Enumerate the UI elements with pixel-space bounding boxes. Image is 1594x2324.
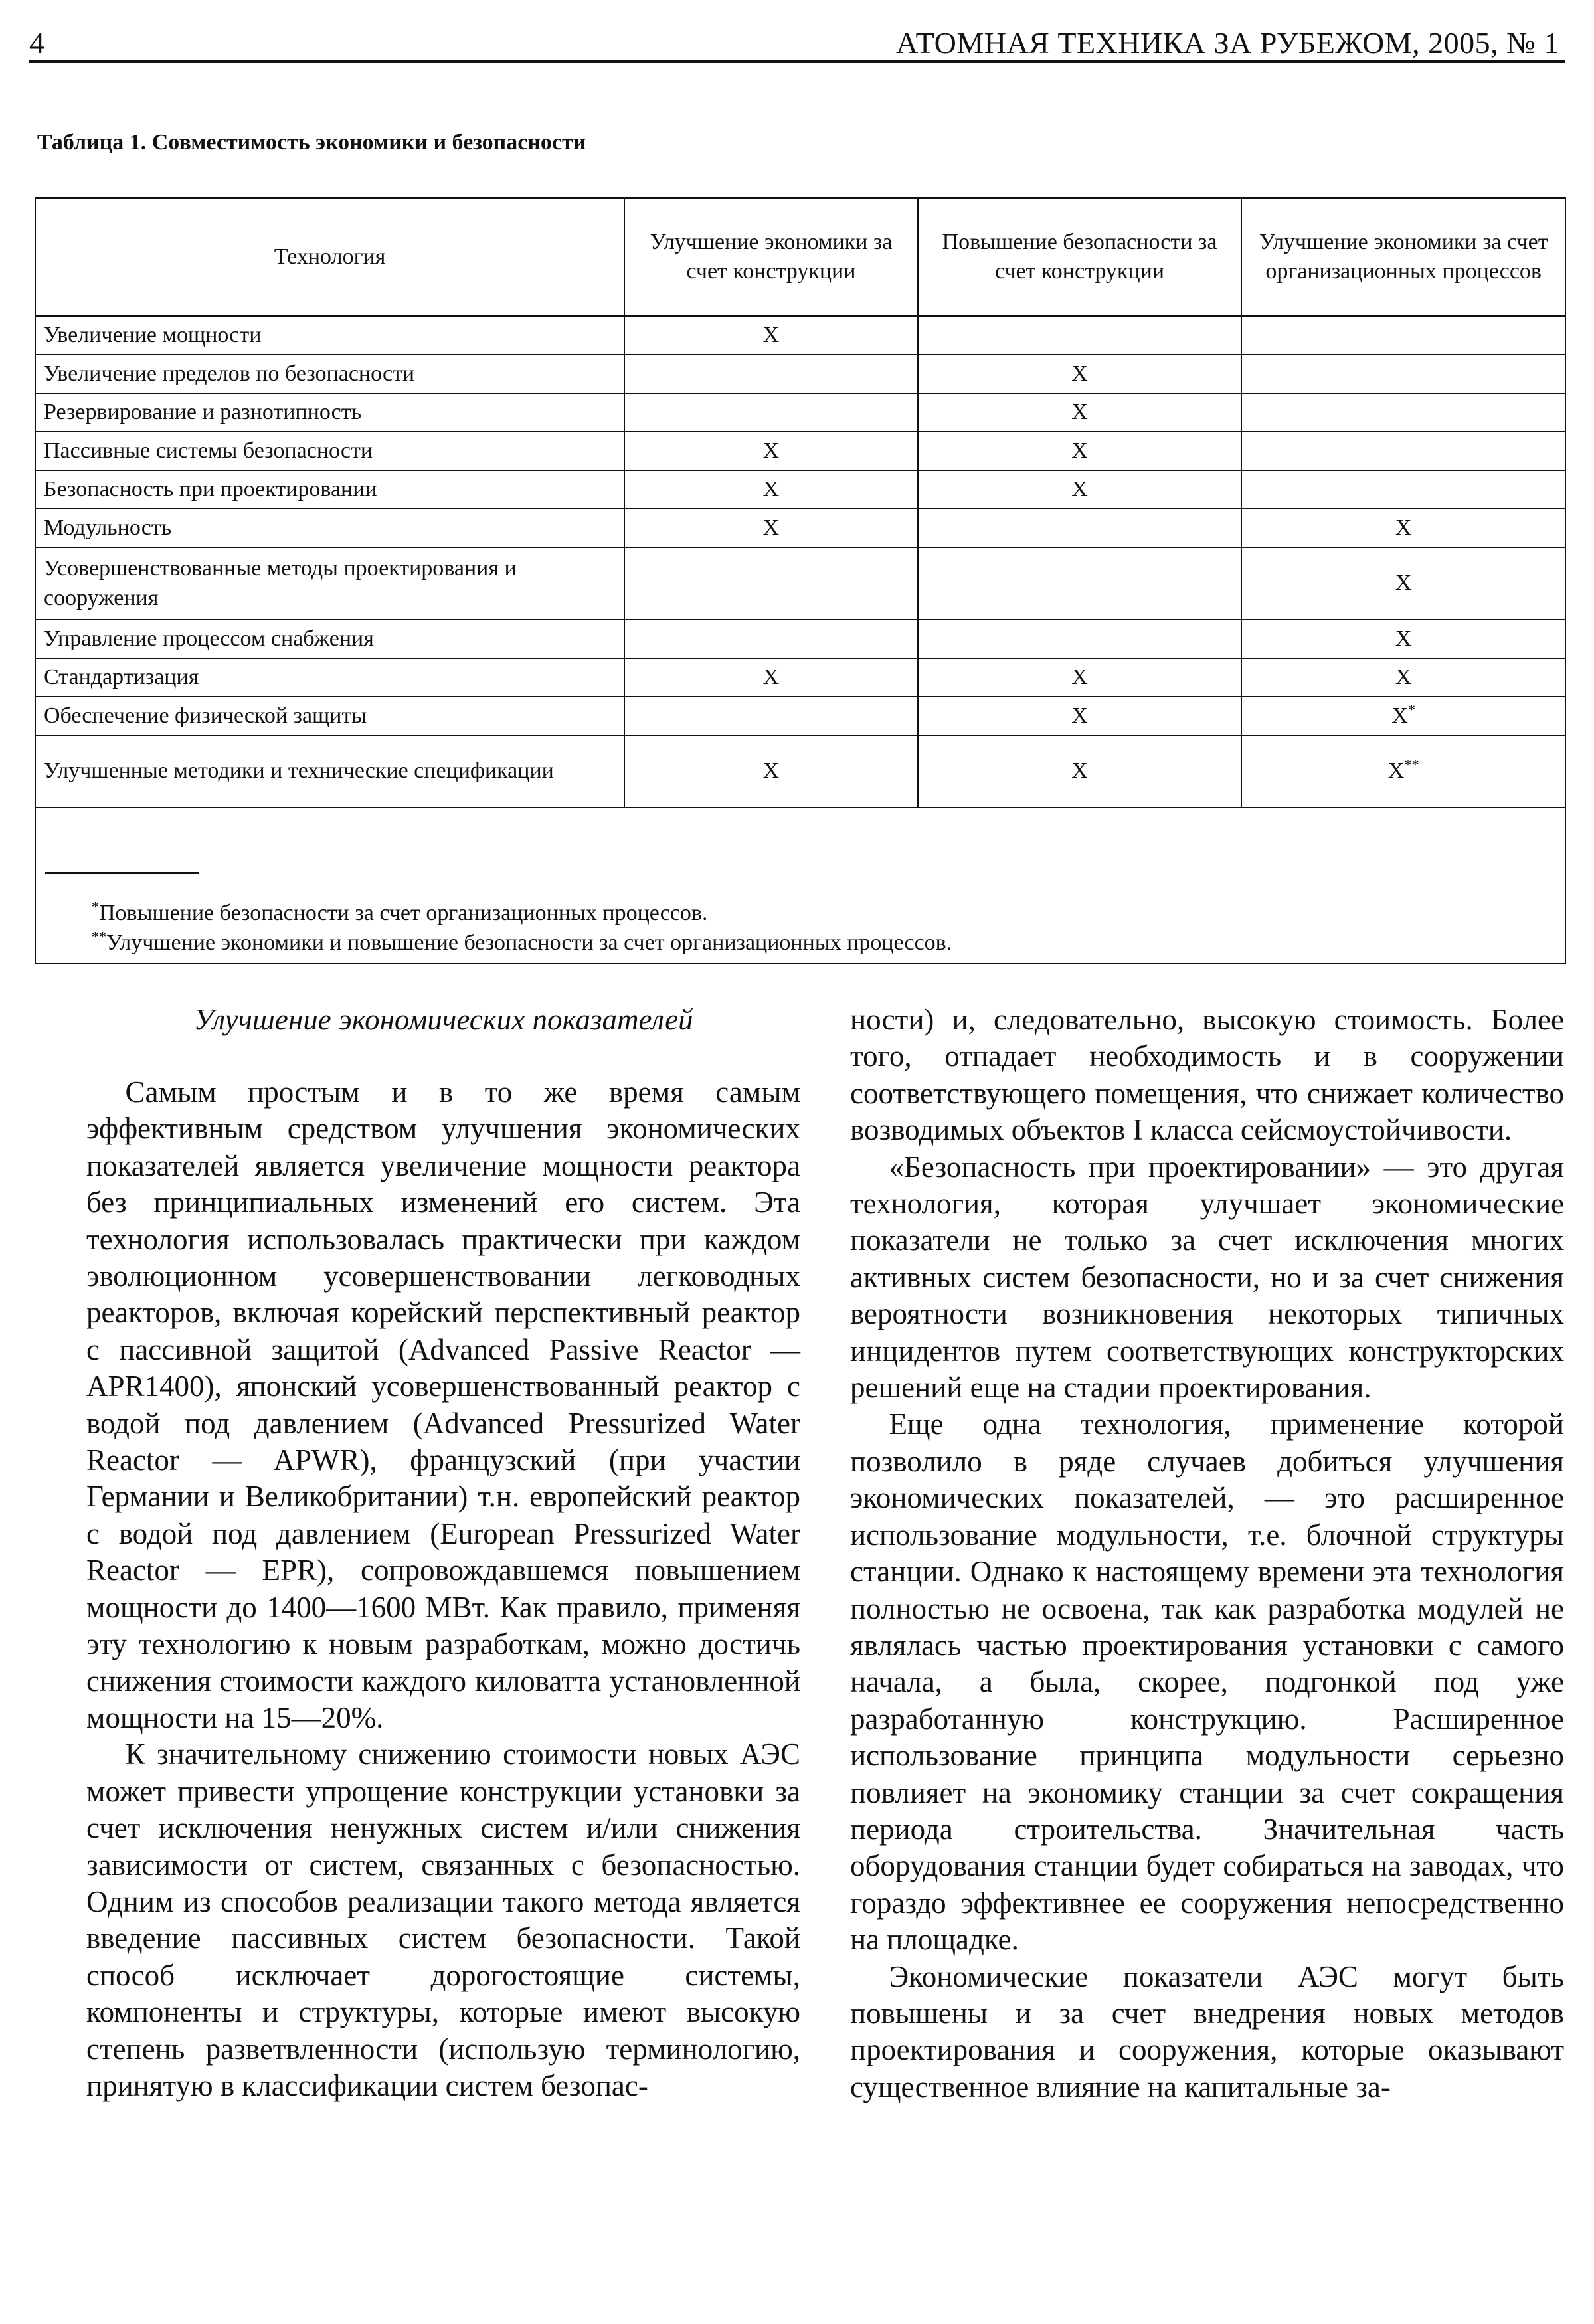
cell-mark <box>1241 470 1565 509</box>
row-label: Усовершенствованные методы проектирования и сооружения <box>35 547 624 620</box>
cell-mark: X <box>918 355 1242 393</box>
cell-mark: X <box>918 393 1242 432</box>
table-caption: Таблица 1. Совместимость экономики и безопасности <box>37 130 586 155</box>
table-row <box>35 393 1565 432</box>
row-label: Управление процессом снабжения <box>35 620 624 658</box>
cell-mark: X <box>624 509 918 547</box>
footnote-text: Повышение безопасности за счет организационных процессов. <box>99 901 708 925</box>
cell-mark: X <box>624 316 918 355</box>
paragraph: К значительному снижению стоимости новых АЭС может привести упрощение конструкции установки за счет исключения ненужных систем и/или снижения зависимости от систем, связанных с безопасностью. Одним из способов реализации такого метода является введение пассивных систем безопасности. Такой способ исключает дорогостоящие системы, компоненты и структуры, которые имеют высокую степень разветвленности (использую терминологию, принятую в классификации систем безопас- <box>86 1738 800 2102</box>
paragraph: «Безопасность при проектировании» — это другая технология, которая улучшает экономические показатели не только за счет исключения многих активных систем безопасности, но и за счет снижения вероятности возникновения некоторых типичных инцидентов путем соответствующих конструкторских решений еще на стадии проектирования. <box>850 1150 1564 1405</box>
footnote-1 <box>92 899 707 928</box>
cell-mark <box>1241 355 1565 393</box>
table-footnote-row <box>35 808 1565 964</box>
cell-mark-with-footnote <box>1241 735 1565 808</box>
table-row <box>35 509 1565 547</box>
cell-mark: X <box>1241 509 1565 547</box>
footnote-marker: * <box>92 898 99 915</box>
table-row <box>35 547 1565 620</box>
row-label: Увеличение мощности <box>35 316 624 355</box>
compatibility-table <box>35 197 1566 964</box>
table-row <box>35 432 1565 470</box>
table-row <box>35 470 1565 509</box>
cell-mark: X <box>624 432 918 470</box>
cell-mark: X <box>1241 620 1565 658</box>
cell-mark <box>918 509 1242 547</box>
cell-mark: X <box>1387 759 1405 784</box>
row-label: Обеспечение физической защиты <box>35 697 624 735</box>
footnote-marker: * <box>1407 701 1415 718</box>
table-row <box>35 735 1565 808</box>
column-header-economy-design: Улучшение экономики за счет конструкции <box>624 198 918 316</box>
footnote-marker: ** <box>92 928 106 945</box>
table-row <box>35 658 1565 697</box>
cell-mark <box>1241 432 1565 470</box>
cell-mark <box>1241 316 1565 355</box>
article-left-column <box>86 1002 800 2104</box>
footnote-2 <box>92 929 952 958</box>
cell-mark: X <box>624 735 918 808</box>
cell-mark <box>624 393 918 432</box>
table-row <box>35 316 1565 355</box>
row-label: Улучшенные методики и технические спецификации <box>35 735 624 808</box>
cell-mark: X <box>918 658 1242 697</box>
cell-mark <box>918 316 1242 355</box>
paragraph: Еще одна технология, применение которой позволило в ряде случаев добиться улучшения экономических показателей, — это расширенное использование модульности, т.е. блочной структуры станции. Однако к настоящему времени эта технология полностью не освоена, так как разработка модулей не являлась частью проектирования установки с самого начала, а была, скорее, подгонкой под уже разработанную конструкцию. Расширенное использование принципа модульности серьезно повлияет на экономику станции за счет сокращения периода строительства. Значительная часть оборудования станции будет собираться на заводах, что гораздо эффективнее ее сооружения непосредственно на площадке. <box>850 1407 1564 1957</box>
page-number: 4 <box>29 26 44 60</box>
cell-mark: X <box>1241 547 1565 620</box>
article-right-column <box>850 1002 1564 2105</box>
cell-mark: X <box>918 735 1242 808</box>
table-row <box>35 355 1565 393</box>
table-row <box>35 620 1565 658</box>
cell-mark: X <box>624 470 918 509</box>
column-header-safety-design: Повышение безопасности за счет конструкции <box>918 198 1242 316</box>
cell-mark <box>1241 393 1565 432</box>
journal-title: АТОМНАЯ ТЕХНИКА ЗА РУБЕЖОМ, 2005, № 1 <box>895 26 1559 60</box>
row-label: Стандартизация <box>35 658 624 697</box>
row-label: Резервирование и разнотипность <box>35 393 624 432</box>
paragraph: ности) и, следовательно, высокую стоимость. Более того, отпадает необходимость и в сооружении соответствующего помещения, что снижает количество возводимых объектов I класса сейсмоустойчивости. <box>850 1003 1564 1147</box>
cell-mark: X <box>1241 658 1565 697</box>
cell-mark <box>624 697 918 735</box>
cell-mark <box>624 355 918 393</box>
table-header-row <box>35 198 1565 316</box>
cell-mark <box>918 620 1242 658</box>
header-divider <box>29 60 1565 63</box>
footnote-marker: ** <box>1404 757 1419 774</box>
column-header-technology: Технология <box>35 198 624 316</box>
cell-mark: X <box>918 470 1242 509</box>
row-label: Безопасность при проектировании <box>35 470 624 509</box>
paragraph: Самым простым и в то же время самым эффективным средством улучшения экономических показателей является увеличение мощности реактора без принципиальных изменений его систем. Эта технология использовалась практически при каждом эволюционном усовершенствовании легководных реакторов, включая корейский перспективный реактор с пассивной защитой (Advanced Passive Reactor — APR1400), японский усовершенствованный реактор с водой под давлением (Advanced Pressurized Water Reactor — APWR), французский (при участии Германии и Великобритании) т.н. европейский реактор с водой под давлением (European Pressurized Water Reactor — EPR), сопровождавшемся повышением мощности до 1400—1600 МВт. Как правило, применяя эту технологию к новым разработкам, можно достичь снижения стоимости каждого киловатта установленной мощности на 15—20%. <box>86 1075 800 1734</box>
row-label: Увеличение пределов по безопасности <box>35 355 624 393</box>
cell-mark: X <box>918 432 1242 470</box>
row-label: Пассивные системы безопасности <box>35 432 624 470</box>
row-label: Модульность <box>35 509 624 547</box>
cell-mark: X <box>624 658 918 697</box>
footnote-text: Улучшение экономики и повышение безопасности за счет организационных процессов. <box>106 931 952 955</box>
column-header-economy-process: Улучшение экономики за счет организационных процессов <box>1241 198 1565 316</box>
footnote-divider <box>45 872 199 874</box>
paragraph: Экономические показатели АЭС могут быть повышены и за счет внедрения новых методов проектирования и сооружения, которые оказывают существенное влияние на капитальные за- <box>850 1959 1564 2103</box>
cell-mark <box>624 547 918 620</box>
table-footnotes <box>35 808 1565 964</box>
cell-mark: X <box>918 697 1242 735</box>
section-subheading: Улучшение экономических показателей <box>193 1003 693 1036</box>
table-row <box>35 697 1565 735</box>
cell-mark: X <box>1391 703 1408 728</box>
cell-mark <box>918 547 1242 620</box>
cell-mark-with-footnote <box>1241 697 1565 735</box>
cell-mark <box>624 620 918 658</box>
